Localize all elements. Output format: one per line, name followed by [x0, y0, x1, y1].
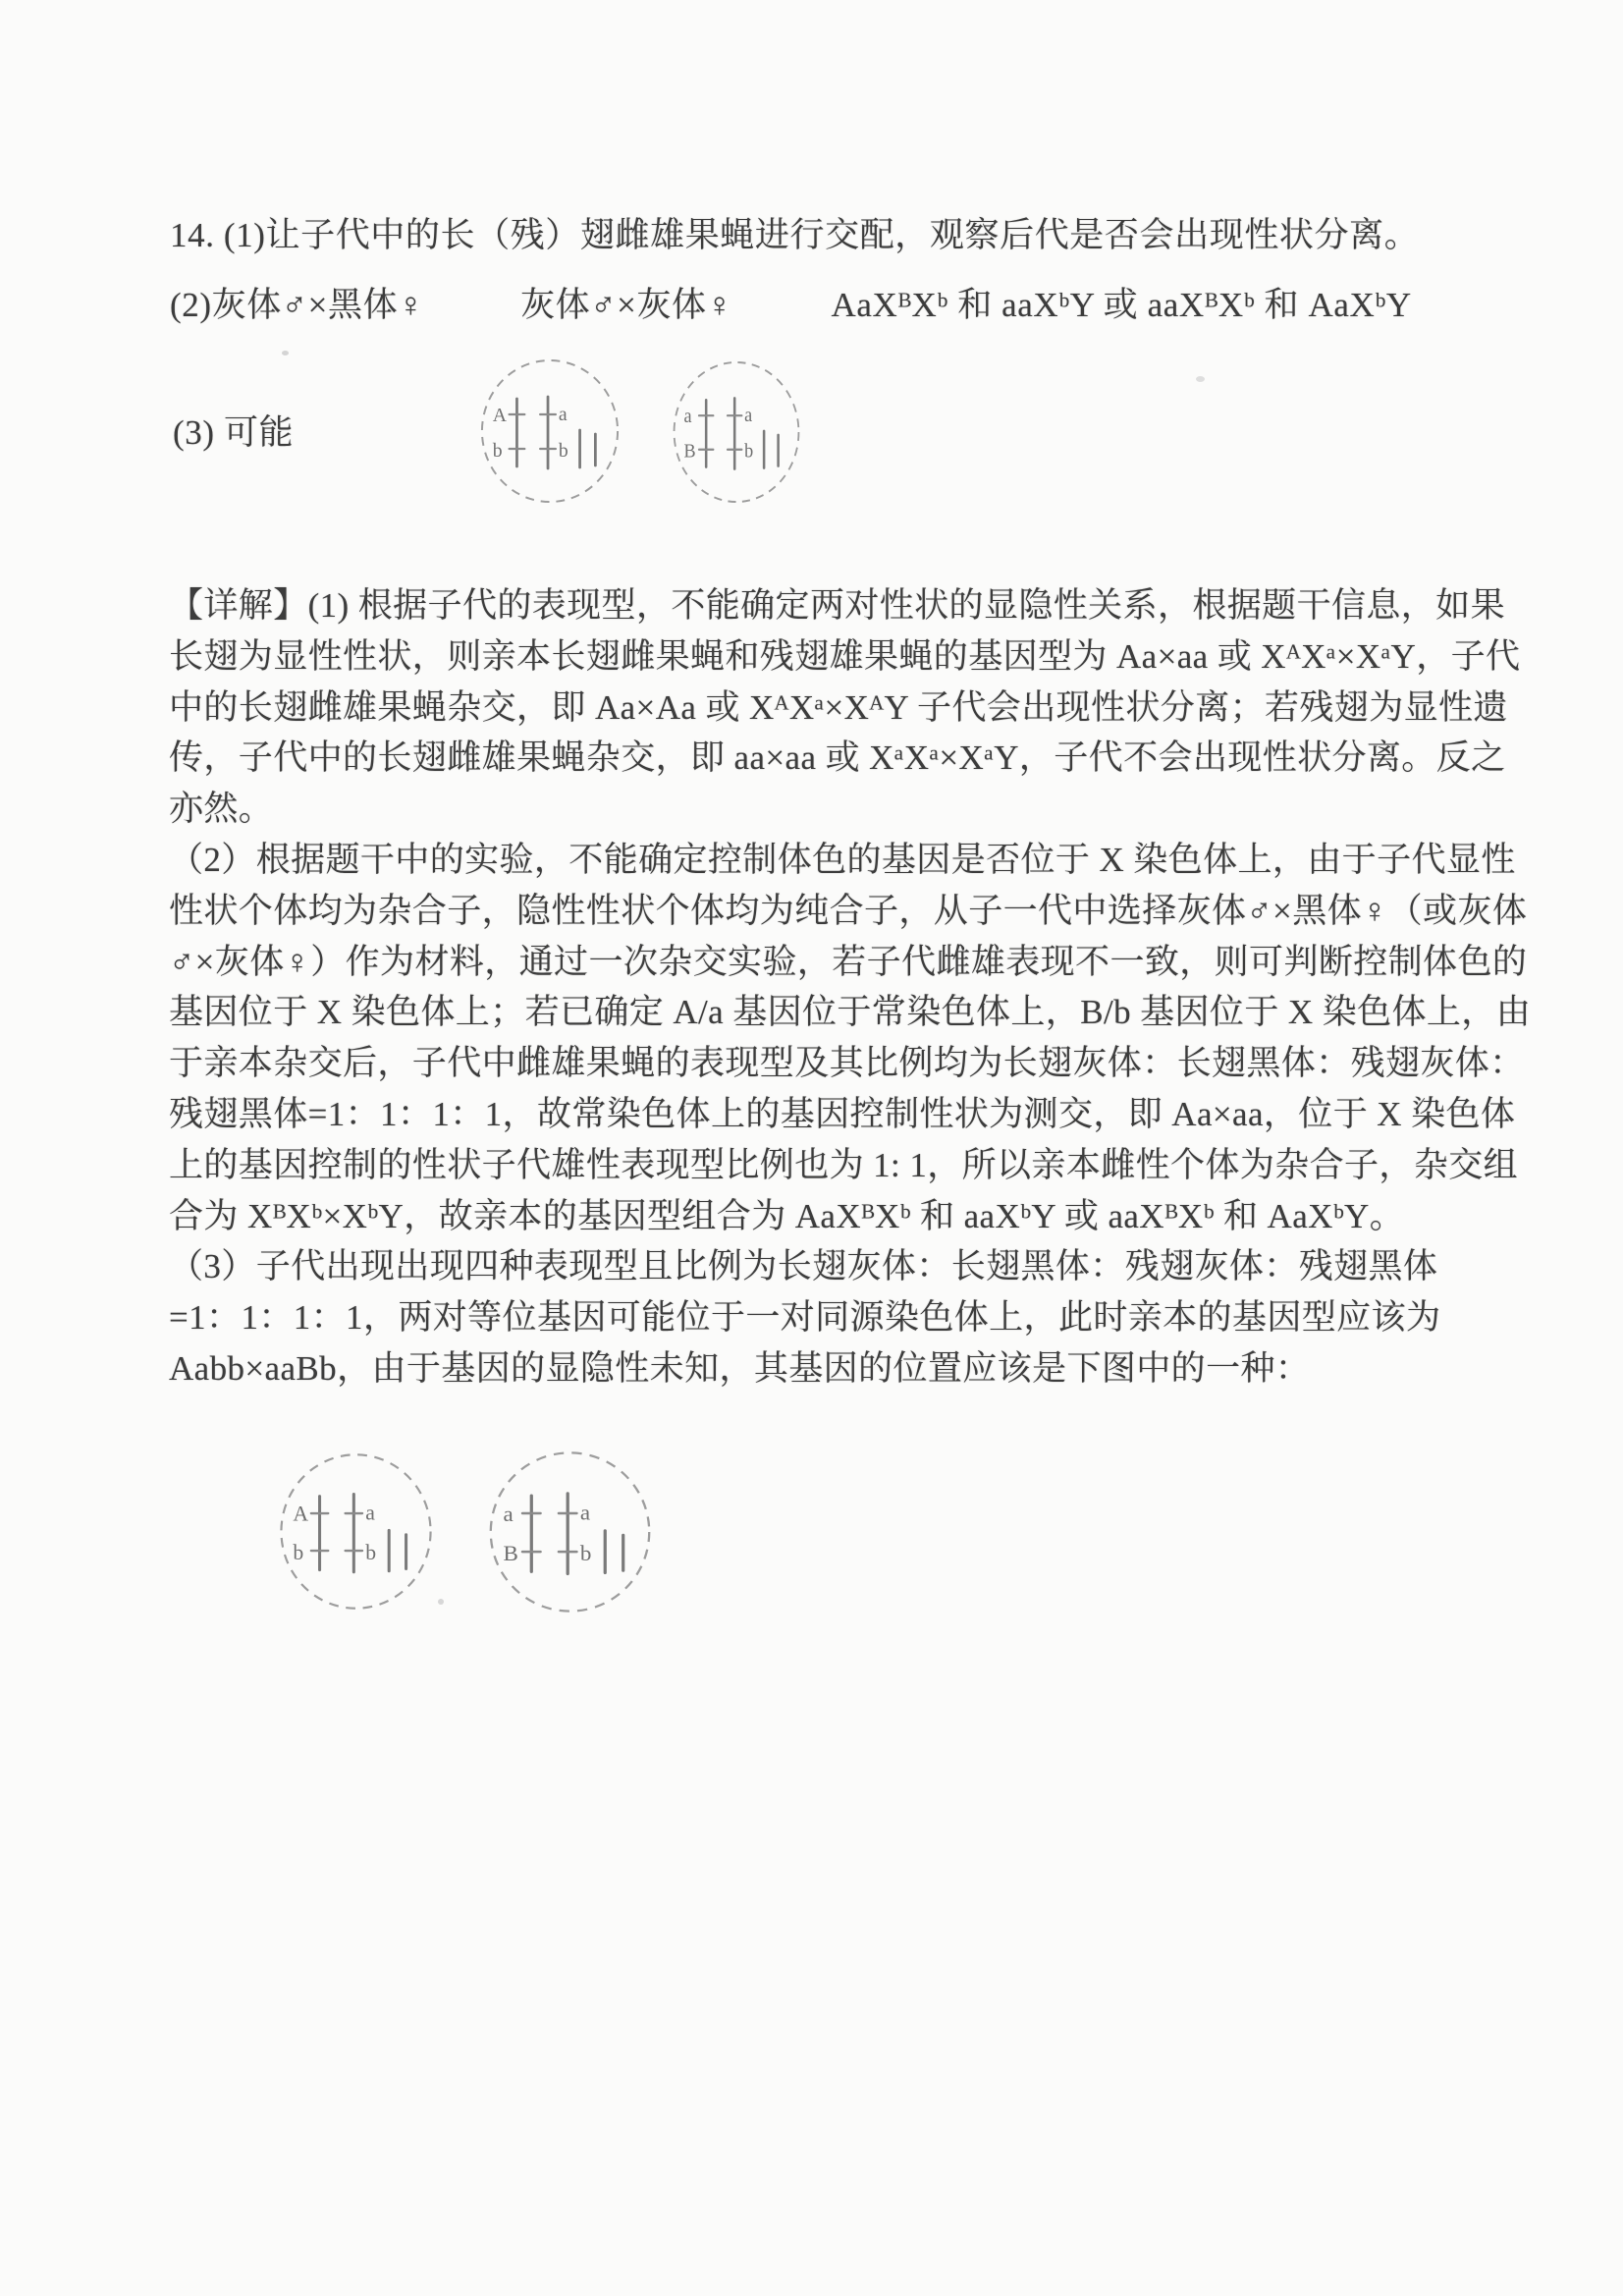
explanation-line: =1：1：1：1，两对等位基因可能位于一对同源染色体上，此时亲本的基因型应该为 [169, 1298, 1441, 1338]
chromosome-cell-diagram-bottom-right [485, 1449, 655, 1614]
answer-line-2 [170, 278, 1412, 327]
explanation-line: （2）根据题干中的实验，不能确定控制体色的基因是否位于 X 染色体上，由于子代显性 [169, 840, 1516, 879]
cell-membrane [491, 1452, 649, 1611]
gene-label: a [558, 403, 568, 426]
answer-line-14-1: 14. (1)让子代中的长（残）翅雌雄果蝇进行交配，观察后代是否会出现性状分离。 [170, 216, 1420, 254]
explanation-line: 上的基因控制的性状子代雄性表现型比例也为 1: 1，所以亲本雌性个体为杂合子，杂交组 [169, 1145, 1519, 1184]
explanation-line: 于亲本杂交后，子代中雌雄果蝇的表现型及其比例均为长翅灰体：长翅黑体：残翅灰体： [169, 1044, 1525, 1083]
cell-membrane [675, 362, 799, 502]
explanation-line: 长翅为显性性状，则亲本长翅雌果蝇和残翅雄果蝇的基因型为 Aa×aa 或 XᴬXᵃ×XᵃY，子代 [169, 636, 1521, 676]
explanation-line: 残翅黑体=1：1：1：1，故常染色体上的基因控制性状为测交，即 Aa×aa，位于 X 染色体 [169, 1094, 1516, 1133]
explanation-block [169, 580, 1532, 1394]
answer-line-3-label: (3) 可能 [173, 413, 295, 452]
gene-label: B [683, 440, 696, 463]
scan-speck [438, 1599, 444, 1605]
chromosome-cell-diagram-bottom-left [276, 1451, 436, 1612]
chromosome-cell-diagram-top-right [670, 359, 803, 505]
gene-label: a [744, 405, 753, 427]
gene-label: b [492, 439, 503, 463]
explanation-line: 基因位于 X 染色体上；若已确定 A/a 基因位于常染色体上，B/b 基因位于 X 染色体上，由 [169, 993, 1532, 1032]
explanation-line: 性状个体均为杂合子，隐性性状个体均为纯合子，从子一代中选择灰体♂×黑体♀（或灰体 [169, 891, 1528, 930]
explanation-line: 【详解】(1) 根据子代的表现型，不能确定两对性状的显隐性关系，根据题干信息，如果 [169, 586, 1505, 625]
cross-combination-1: (2)灰体♂×黑体♀ [170, 286, 425, 324]
scan-speck [1196, 376, 1205, 382]
explanation-line: Aabb×aaBb，由于基因的显隐性未知，其基因的位置应该是下图中的一种： [169, 1348, 1311, 1388]
gene-label: B [503, 1541, 518, 1566]
gene-label: a [365, 1501, 375, 1525]
explanation-line: 亦然。 [169, 790, 274, 829]
genotype-combinations: AaXᴮXᵇ 和 aaXᵇY 或 aaXᴮXᵇ 和 AaXᵇY [831, 286, 1412, 324]
cell-membrane [281, 1454, 430, 1608]
cell-membrane [482, 360, 618, 502]
gene-label: A [293, 1502, 309, 1526]
explanation-line: （3）子代出现出现四种表现型且比例为长翅灰体：长翅黑体：残翅灰体：残翅黑体 [169, 1247, 1438, 1286]
explanation-line: 合为 XᴮXᵇ×XᵇY，故亲本的基因型组合为 AaXᴮXᵇ 和 aaXᵇY 或 aaXᴮXᵇ 和 AaXᵇY。 [169, 1196, 1405, 1235]
gene-label: A [492, 404, 508, 427]
gene-label: a [503, 1502, 514, 1526]
explanation-line: ♂×灰体♀）作为材料，通过一次杂交实验，若子代雌雄表现不一致，则可判断控制体色的 [169, 942, 1528, 981]
gene-label: a [683, 406, 692, 428]
explanation-line: 传，子代中的长翅雌雄果蝇杂交，即 aa×aa 或 XᵃXᵃ×XᵃY，子代不会出现性状分离。反之 [169, 738, 1506, 778]
chromosome-cell-diagram-top-left [477, 357, 622, 505]
explanation-line: 中的长翅雌雄果蝇杂交，即 Aa×Aa 或 XᴬXᵃ×XᴬY 子代会出现性状分离；若残翅为显性遗 [169, 687, 1508, 727]
gene-label: b [558, 439, 568, 463]
cross-combination-2: 灰体♂×灰体♀ [520, 286, 733, 324]
gene-label: b [579, 1541, 592, 1566]
gene-label: b [365, 1540, 377, 1564]
gene-label: a [579, 1500, 591, 1525]
gene-label: b [293, 1540, 304, 1564]
scan-speck [282, 351, 289, 355]
gene-label: b [744, 440, 754, 463]
